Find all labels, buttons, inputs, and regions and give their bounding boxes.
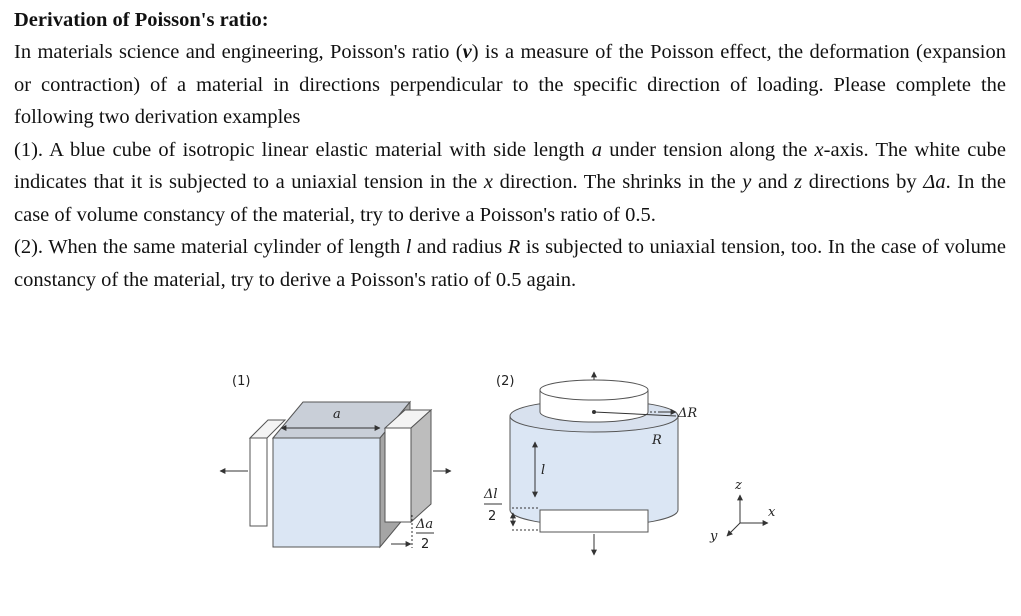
fig2-label: (2) (496, 374, 515, 389)
axis-y-arrow (727, 523, 740, 536)
var-a: a (591, 138, 603, 161)
var-z: z (794, 171, 803, 193)
intro-text-2: ) is a measure of the Poisson effect, the deformation (expansion or contraction) of a material in directions perpendicular to the specific direction of loading. Please complete the following two derivation examples (14, 41, 1006, 128)
part2-text-3: is subjected to uniaxial tension, too. In the case of volume constancy of the material, try to derive a Poisson's ratio of 0.5 again. (14, 236, 1006, 291)
cube-front-face (273, 438, 380, 547)
var-x-2: x (483, 171, 493, 193)
delta-a-numerator: Δa (416, 517, 434, 532)
fig1-label: (1) (232, 374, 251, 389)
part1-text-2: under tension along the (602, 138, 815, 161)
delta-r-label: ΔR (678, 406, 698, 421)
top-white-disk (540, 380, 648, 422)
part1-text-1: (1). A blue cube of isotropic linear elastic material with side length (14, 138, 592, 161)
length-l-label: l (541, 463, 546, 478)
intro-paragraph (14, 36, 1006, 134)
var-delta-a: Δa (923, 171, 946, 193)
diagram-svg (0, 350, 1021, 616)
delta-a-denominator: 2 (421, 537, 430, 552)
var-R: R (507, 236, 521, 258)
part2-paragraph (14, 231, 1006, 296)
right-white-plate (385, 410, 431, 522)
intro-text-1: In materials science and engineering, Poisson's ratio ( (14, 41, 463, 63)
axis-y-label: y (710, 529, 718, 544)
part1-text-3: -axis. The white cube indicates that it is subjected to a uniaxial tension in the (14, 138, 1006, 193)
axis-x-label: x (768, 505, 776, 520)
part2-text-2: and radius (411, 236, 508, 258)
axes-triad (709, 478, 776, 544)
part1-text-7: . In the case of volume constancy of the material, try to derive a Poisson's ratio of 0.5. (14, 171, 1007, 226)
diagram-figure (0, 350, 1021, 616)
bottom-white-disk (540, 510, 648, 532)
delta-l-numerator: Δl (484, 487, 498, 502)
document-body (14, 4, 1006, 296)
var-y: y (742, 171, 752, 193)
dimension-a-label: a (333, 407, 341, 422)
part1-paragraph (14, 134, 1006, 232)
var-x: x (814, 138, 824, 161)
part1-text-6: directions by (802, 171, 924, 193)
radius-label: R (652, 433, 662, 448)
page-title: Derivation of Poisson's ratio: (14, 9, 269, 31)
var-l: l (405, 236, 412, 258)
delta-l-denominator: 2 (488, 509, 497, 524)
part1-text-4: direction. The shrinks in the (493, 171, 743, 193)
poisson-symbol: v (462, 41, 472, 63)
part1-text-5: and (751, 171, 795, 193)
part2-text-1: (2). When the same material cylinder of length (14, 236, 406, 258)
axis-z-label: z (735, 478, 742, 493)
